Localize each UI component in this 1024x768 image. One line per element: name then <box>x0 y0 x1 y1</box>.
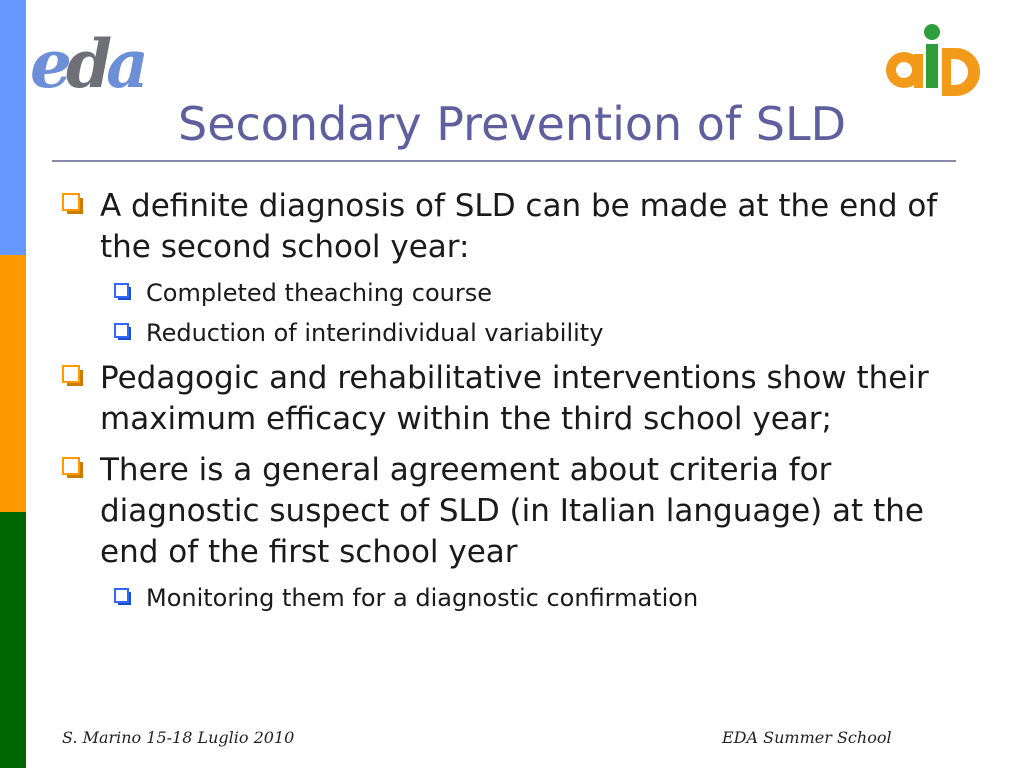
sub-list-item <box>62 583 962 613</box>
eda-logo-letter: e <box>30 25 66 103</box>
sub-list-item <box>62 278 962 308</box>
bullet-text: Pedagogic and rehabilitative interventions show their maximum efficacy within the third school year; <box>100 360 929 437</box>
checkbox-bullet-icon <box>62 365 84 387</box>
checkbox-bullet-icon <box>62 457 84 479</box>
eda-logo <box>30 24 143 104</box>
checkbox-sub-bullet-icon <box>114 323 132 341</box>
sub-bullet-text: Completed theaching course <box>146 279 492 307</box>
sub-bullet-text: Reduction of interindividual variability <box>146 319 604 347</box>
left-stripe-green <box>0 512 26 768</box>
footer-left: S. Marino 15-18 Luglio 2010 <box>62 728 295 747</box>
list-item <box>62 450 962 573</box>
bullet-list <box>62 186 962 623</box>
footer-right: EDA Summer School <box>722 728 892 747</box>
title-divider <box>52 160 956 162</box>
eda-logo-letter: a <box>106 25 143 103</box>
left-stripe-orange <box>0 255 26 512</box>
slide-title-text: Secondary Prevention of SLD <box>178 97 846 151</box>
list-item <box>62 358 962 440</box>
slide-title <box>0 96 1024 152</box>
list-item <box>62 186 962 268</box>
sub-list-item <box>62 318 962 348</box>
bullet-text: A definite diagnosis of SLD can be made at the end of the second school year: <box>100 188 938 265</box>
checkbox-sub-bullet-icon <box>114 588 132 606</box>
bullet-text: There is a general agreement about criteria for diagnostic suspect of SLD (in Italian language) at the end of the first school year <box>100 452 924 570</box>
eda-logo-letter: d <box>66 25 107 103</box>
checkbox-sub-bullet-icon <box>114 283 132 301</box>
checkbox-bullet-icon <box>62 193 84 215</box>
sub-bullet-text: Monitoring them for a diagnostic confirmation <box>146 584 699 612</box>
aid-logo <box>880 18 984 104</box>
